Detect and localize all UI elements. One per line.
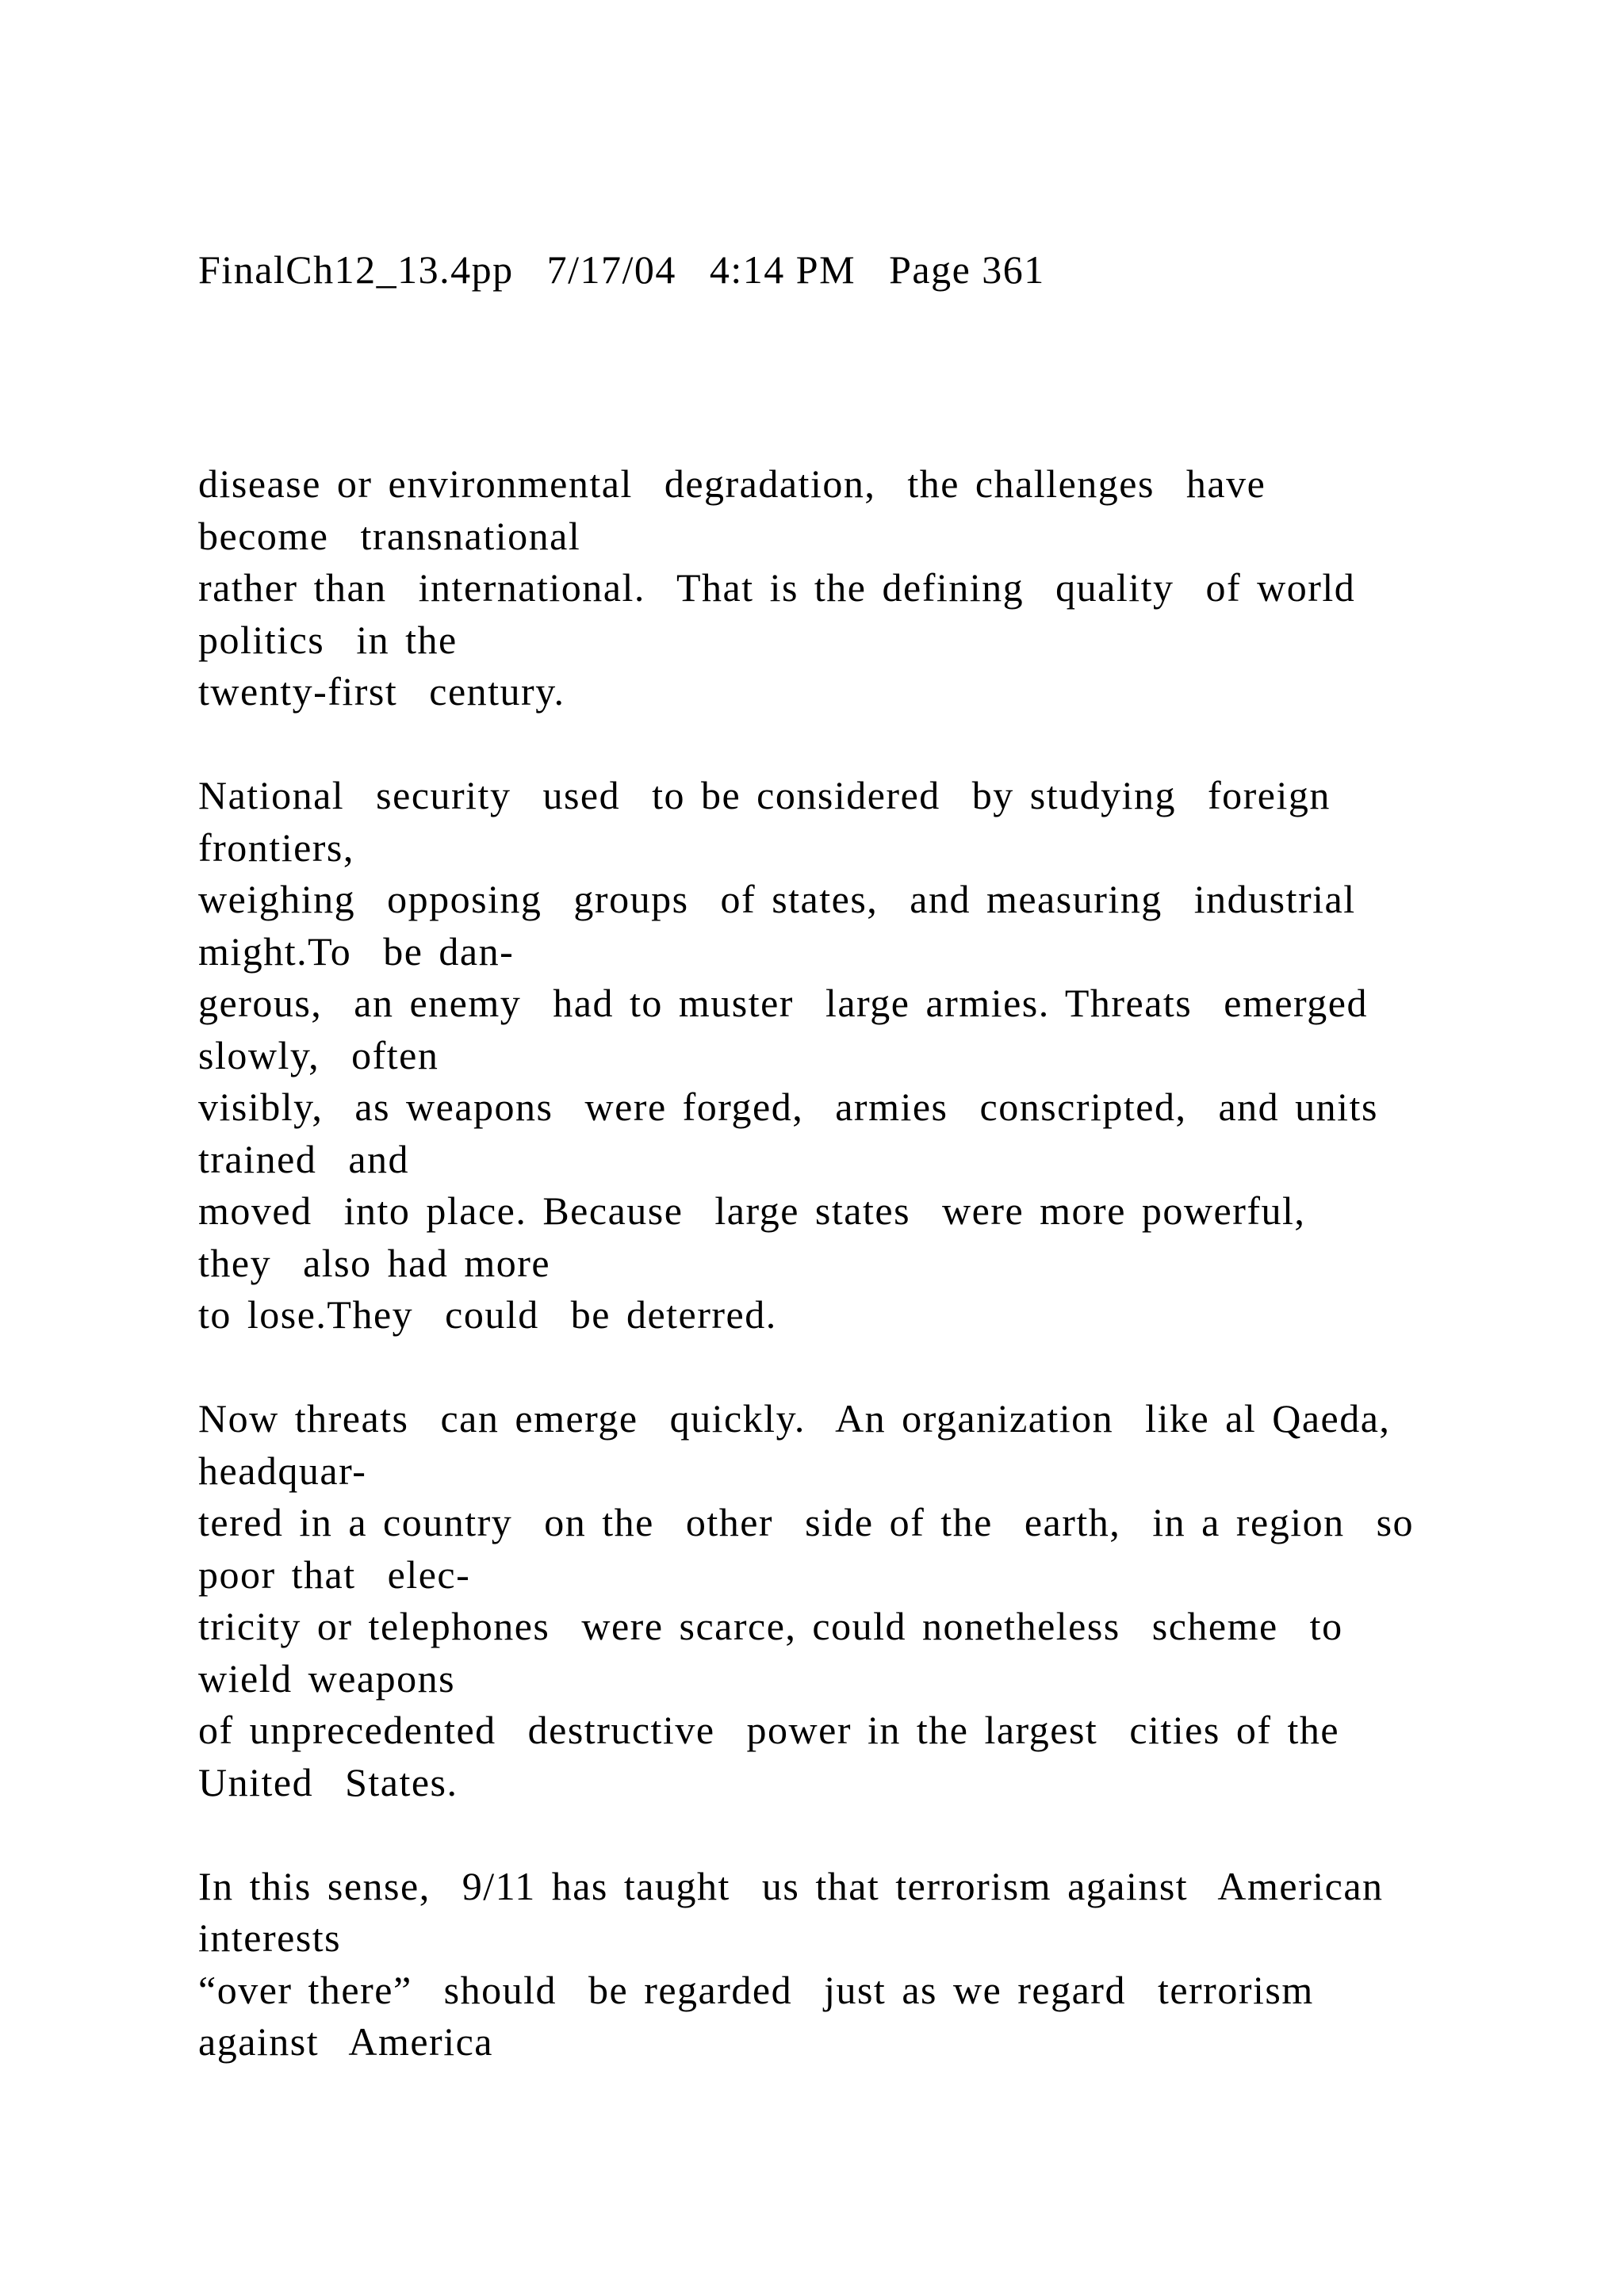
paragraph-gap: [198, 1808, 1546, 1861]
text-line: In this sense, 9/11 has taught us that terrorism against American: [198, 1863, 1384, 1908]
text-line: to lose.They could be deterred.: [198, 1292, 777, 1337]
paragraph: [198, 1393, 1546, 1808]
paragraph-gap: [198, 718, 1546, 771]
text-line: interests: [198, 1915, 342, 1960]
text-line: tricity or telephones were scarce, could nonetheless scheme to: [198, 1604, 1343, 1648]
text-line: they also had more: [198, 1240, 551, 1285]
text-line: poor that elec-: [198, 1552, 471, 1597]
page-header: FinalCh12_13.4pp 7/17/04 4:14 PM Page 361: [198, 247, 1045, 292]
text-line: weighing opposing groups of states, and measuring industrial: [198, 877, 1356, 921]
text-line: National security used to be considered by studying foreign: [198, 773, 1331, 817]
text-line: Now threats can emerge quickly. An organization like al Qaeda,: [198, 1396, 1391, 1441]
text-line: wield weapons: [198, 1655, 456, 1701]
text-line: United States.: [198, 1759, 458, 1804]
text-line: against America: [198, 2019, 493, 2064]
paragraph: [198, 1861, 1546, 2068]
text-line: rather than international. That is the defining quality of world: [198, 565, 1356, 610]
text-line: moved into place. Because large states were more powerful,: [198, 1188, 1306, 1233]
text-line: become transnational: [198, 513, 581, 558]
text-line: gerous, an enemy had to muster large armies. Threats emerged: [198, 981, 1368, 1025]
text-line: “over there” should be regarded just as we regard terrorism: [198, 1967, 1314, 2012]
text-line: twenty-first century.: [198, 669, 565, 714]
text-line: visibly, as weapons were forged, armies conscripted, and units: [198, 1085, 1378, 1129]
text-line: tered in a country on the other side of the earth, in a region so: [198, 1500, 1415, 1544]
text-line: disease or environmental degradation, the challenges have: [198, 461, 1266, 506]
body-text: [198, 458, 1546, 2068]
paragraph: [198, 458, 1546, 718]
paragraph: [198, 770, 1546, 1341]
text-line: politics in the: [198, 617, 458, 662]
text-line: of unprecedented destructive power in the largest cities of the: [198, 1708, 1340, 1752]
text-line: headquar-: [198, 1448, 367, 1493]
text-line: might.To be dan-: [198, 928, 515, 974]
text-line: frontiers,: [198, 825, 354, 870]
paragraph-gap: [198, 1341, 1546, 1394]
text-line: slowly, often: [198, 1032, 439, 1077]
text-line: trained and: [198, 1136, 410, 1181]
